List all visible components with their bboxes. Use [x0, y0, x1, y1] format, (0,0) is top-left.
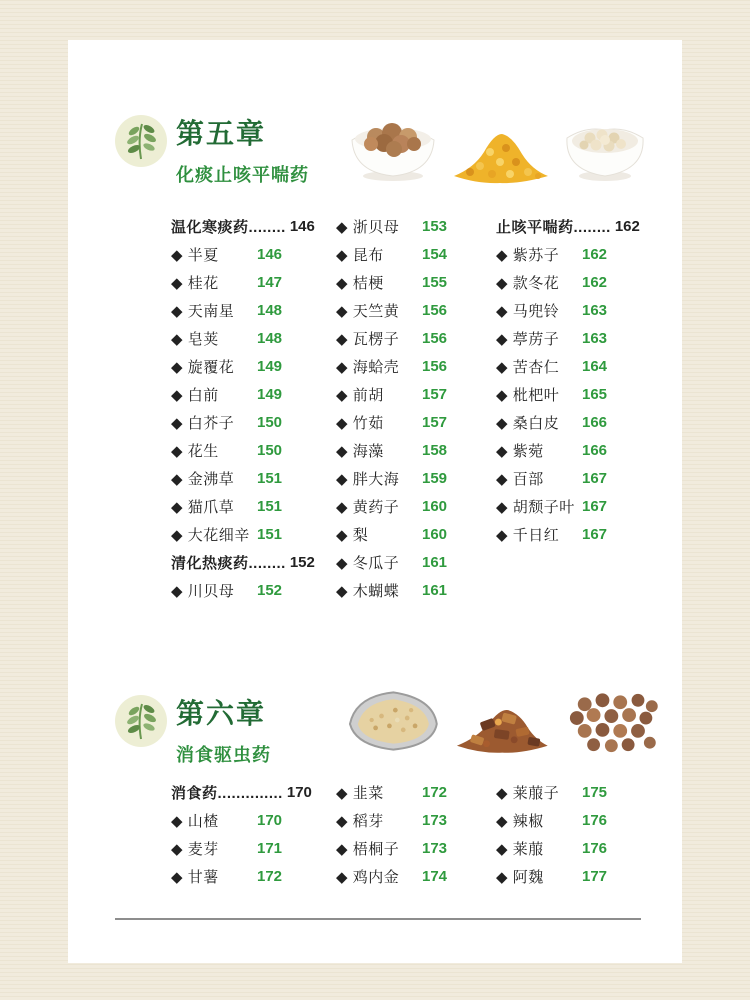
entry-page-number: 156 — [422, 329, 448, 347]
chapter5-header — [115, 115, 309, 185]
toc-row — [336, 464, 496, 492]
entry-page-number: 150 — [257, 441, 283, 459]
entry-label: ◆ 白前 — [171, 386, 219, 404]
entry-label: ◆ 半夏 — [171, 246, 219, 264]
entry-page-number: 148 — [257, 329, 283, 347]
toc-row — [171, 408, 336, 436]
toc-page — [68, 40, 682, 963]
chapter6-title: 第六章 — [176, 699, 267, 730]
entry-label: ◆ 白芥子 — [171, 414, 235, 432]
toc-row — [496, 806, 656, 834]
entry-page-number: 159 — [422, 469, 448, 487]
entry-label: ◆ 黄药子 — [336, 498, 400, 516]
entry-page-number: 167 — [582, 469, 608, 487]
toc-row — [336, 576, 496, 604]
toc-row — [496, 240, 656, 268]
entry-page-number: 173 — [422, 811, 448, 829]
entry-page-number: 151 — [257, 497, 283, 515]
toc-row — [336, 778, 496, 806]
entry-page-number: 161 — [422, 581, 448, 599]
entry-label: ◆ 浙贝母 — [336, 218, 400, 236]
entry-label: ◆ 皂荚 — [171, 330, 219, 348]
entry-label: ◆ 猫爪草 — [171, 498, 235, 516]
toc-row — [496, 492, 656, 520]
entry-label: ◆ 海蛤壳 — [336, 358, 400, 376]
toc-row — [336, 240, 496, 268]
toc-row — [496, 436, 656, 464]
entry-page-number: 165 — [582, 385, 608, 403]
leaf-branch-icon — [124, 121, 158, 161]
entry-page-number: 176 — [582, 811, 608, 829]
toc-row — [336, 436, 496, 464]
entry-page-number: 149 — [257, 385, 283, 403]
leaf-badge — [115, 695, 167, 747]
entry-page-number: 155 — [422, 273, 448, 291]
entry-page-number: 170 — [257, 811, 283, 829]
entry-page-number: 172 — [422, 783, 448, 801]
entry-page-number: 172 — [257, 867, 283, 885]
entry-page-number: 156 — [422, 357, 448, 375]
entry-label: ◆ 葶苈子 — [496, 330, 560, 348]
entry-label: ◆ 麦芽 — [171, 840, 219, 858]
entry-page-number: 150 — [257, 413, 283, 431]
toc-row — [171, 436, 336, 464]
entry-page-number: 162 — [582, 273, 608, 291]
toc-row — [336, 548, 496, 576]
toc-row — [171, 576, 336, 604]
toc-column — [336, 778, 496, 890]
chapter5-photos — [346, 100, 658, 184]
entry-page-number: 153 — [422, 217, 448, 235]
entry-page-number: 149 — [257, 357, 283, 375]
entry-label: ◆ 梧桐子 — [336, 840, 400, 858]
toc-row — [171, 352, 336, 380]
toc-row — [336, 520, 496, 548]
entry-page-number: 167 — [582, 525, 608, 543]
toc-column — [171, 778, 336, 890]
entry-label: ◆ 旋覆花 — [171, 358, 235, 376]
toc-row — [171, 212, 336, 240]
toc-row — [336, 806, 496, 834]
entry-label: ◆ 马兜铃 — [496, 302, 560, 320]
herb-bowl-photo — [346, 106, 440, 184]
entry-page-number: 171 — [257, 839, 283, 857]
entry-label: ◆ 阿魏 — [496, 868, 544, 886]
entry-page-number: 157 — [422, 413, 448, 431]
toc-row — [336, 268, 496, 296]
chapter6-subtitle: 消食驱虫药 — [176, 745, 271, 765]
entry-label: ◆ 前胡 — [336, 386, 384, 404]
leaf-badge — [115, 115, 167, 167]
toc-column — [496, 212, 656, 604]
toc-row — [336, 380, 496, 408]
chapter5-subtitle: 化痰止咳平喘药 — [176, 165, 309, 185]
entry-label: ◆ 胡颓子叶 — [496, 498, 575, 516]
entry-label: ◆ 金沸草 — [171, 470, 235, 488]
entry-label: ◆ 桑白皮 — [496, 414, 560, 432]
toc-row — [496, 268, 656, 296]
entry-label: ◆ 千日红 — [496, 526, 560, 544]
entry-page-number: 162 — [582, 245, 608, 263]
chapter5-toc — [171, 212, 656, 604]
entry-label: ◆ 紫菀 — [496, 442, 544, 460]
entry-label: ◆ 天竺黄 — [336, 302, 400, 320]
entry-page-number: 146 — [289, 217, 315, 235]
entry-label: ◆ 紫苏子 — [496, 246, 560, 264]
entry-page-number: 174 — [422, 867, 448, 885]
toc-column — [496, 778, 656, 890]
toc-row — [171, 778, 336, 806]
entry-page-number: 163 — [582, 329, 608, 347]
toc-row — [496, 380, 656, 408]
entry-label: ◆ 甘薯 — [171, 868, 219, 886]
entry-label: 温化寒痰药........ — [171, 218, 286, 236]
toc-row — [171, 492, 336, 520]
toc-row — [496, 834, 656, 862]
entry-page-number: 164 — [582, 357, 608, 375]
entry-label: 清化热痰药........ — [171, 554, 286, 572]
toc-row — [496, 212, 656, 240]
entry-label: ◆ 川贝母 — [171, 582, 235, 600]
entry-page-number: 166 — [582, 441, 608, 459]
entry-page-number: 162 — [614, 217, 640, 235]
toc-row — [171, 520, 336, 548]
entry-label: ◆ 稻芽 — [336, 812, 384, 830]
entry-label: ◆ 百部 — [496, 470, 544, 488]
entry-label: ◆ 花生 — [171, 442, 219, 460]
toc-row — [171, 380, 336, 408]
toc-row — [171, 862, 336, 890]
toc-row — [336, 834, 496, 862]
entry-page-number: 176 — [582, 839, 608, 857]
entry-label: ◆ 木蝴蝶 — [336, 582, 400, 600]
toc-row — [496, 778, 656, 806]
entry-page-number: 151 — [257, 525, 283, 543]
osmanthus-granules-photo — [450, 122, 552, 184]
toc-row — [336, 212, 496, 240]
toc-row — [336, 324, 496, 352]
entry-label: ◆ 昆布 — [336, 246, 384, 264]
entry-label: ◆ 韭菜 — [336, 784, 384, 802]
entry-label: ◆ 苦杏仁 — [496, 358, 560, 376]
entry-page-number: 146 — [257, 245, 283, 263]
entry-page-number: 158 — [422, 441, 448, 459]
toc-row — [171, 806, 336, 834]
entry-page-number: 156 — [422, 301, 448, 319]
entry-page-number: 175 — [582, 783, 608, 801]
entry-label: ◆ 大花细辛 — [171, 526, 250, 544]
toc-row — [171, 268, 336, 296]
toc-row — [171, 464, 336, 492]
entry-label: 消食药.............. — [171, 784, 283, 802]
dried-herb-pile-photo — [451, 692, 554, 756]
grain-scoop-photo — [346, 684, 441, 756]
entry-label: 止咳平喘药........ — [496, 218, 611, 236]
seeds-photo — [563, 688, 662, 756]
toc-row — [336, 296, 496, 324]
entry-page-number: 148 — [257, 301, 283, 319]
entry-label: ◆ 莱菔 — [496, 840, 544, 858]
toc-column — [336, 212, 496, 604]
toc-row — [336, 408, 496, 436]
entry-label: ◆ 海藻 — [336, 442, 384, 460]
toc-row — [171, 834, 336, 862]
entry-page-number: 152 — [257, 581, 283, 599]
leaf-branch-icon — [124, 701, 158, 741]
toc-row — [496, 862, 656, 890]
toc-row — [336, 862, 496, 890]
chapter6-header — [115, 695, 271, 765]
chapter5-title: 第五章 — [176, 119, 267, 150]
entry-label: ◆ 瓦楞子 — [336, 330, 400, 348]
entry-page-number: 151 — [257, 469, 283, 487]
entry-page-number: 147 — [257, 273, 283, 291]
toc-row — [496, 352, 656, 380]
entry-label: ◆ 桔梗 — [336, 274, 384, 292]
entry-page-number: 166 — [582, 413, 608, 431]
toc-row — [336, 352, 496, 380]
entry-page-number: 160 — [422, 525, 448, 543]
entry-label: ◆ 枇杷叶 — [496, 386, 560, 404]
pinellia-dish-photo — [562, 110, 648, 184]
toc-row — [496, 296, 656, 324]
toc-row — [496, 408, 656, 436]
entry-label: ◆ 鸡内金 — [336, 868, 400, 886]
entry-page-number: 157 — [422, 385, 448, 403]
entry-page-number: 173 — [422, 839, 448, 857]
toc-row — [171, 240, 336, 268]
toc-row — [171, 548, 336, 576]
entry-page-number: 163 — [582, 301, 608, 319]
entry-label: ◆ 胖大海 — [336, 470, 400, 488]
entry-page-number: 177 — [582, 867, 608, 885]
toc-row — [496, 520, 656, 548]
entry-label: ◆ 梨 — [336, 526, 369, 544]
footer-divider — [115, 918, 641, 920]
entry-label: ◆ 天南星 — [171, 302, 235, 320]
entry-label: ◆ 款冬花 — [496, 274, 560, 292]
entry-page-number: 167 — [582, 497, 608, 515]
entry-label: ◆ 山楂 — [171, 812, 219, 830]
chapter6-toc — [171, 778, 656, 890]
entry-label: ◆ 竹茹 — [336, 414, 384, 432]
chapter6-photos — [346, 678, 662, 756]
entry-label: ◆ 冬瓜子 — [336, 554, 400, 572]
toc-row — [336, 492, 496, 520]
toc-row — [496, 324, 656, 352]
entry-page-number: 170 — [286, 783, 312, 801]
entry-page-number: 160 — [422, 497, 448, 515]
toc-row — [171, 296, 336, 324]
entry-page-number: 152 — [289, 553, 315, 571]
entry-label: ◆ 辣椒 — [496, 812, 544, 830]
entry-page-number: 161 — [422, 553, 448, 571]
toc-row — [496, 464, 656, 492]
toc-row — [171, 324, 336, 352]
entry-label: ◆ 桂花 — [171, 274, 219, 292]
entry-label: ◆ 莱菔子 — [496, 784, 560, 802]
toc-column — [171, 212, 336, 604]
entry-page-number: 154 — [422, 245, 448, 263]
